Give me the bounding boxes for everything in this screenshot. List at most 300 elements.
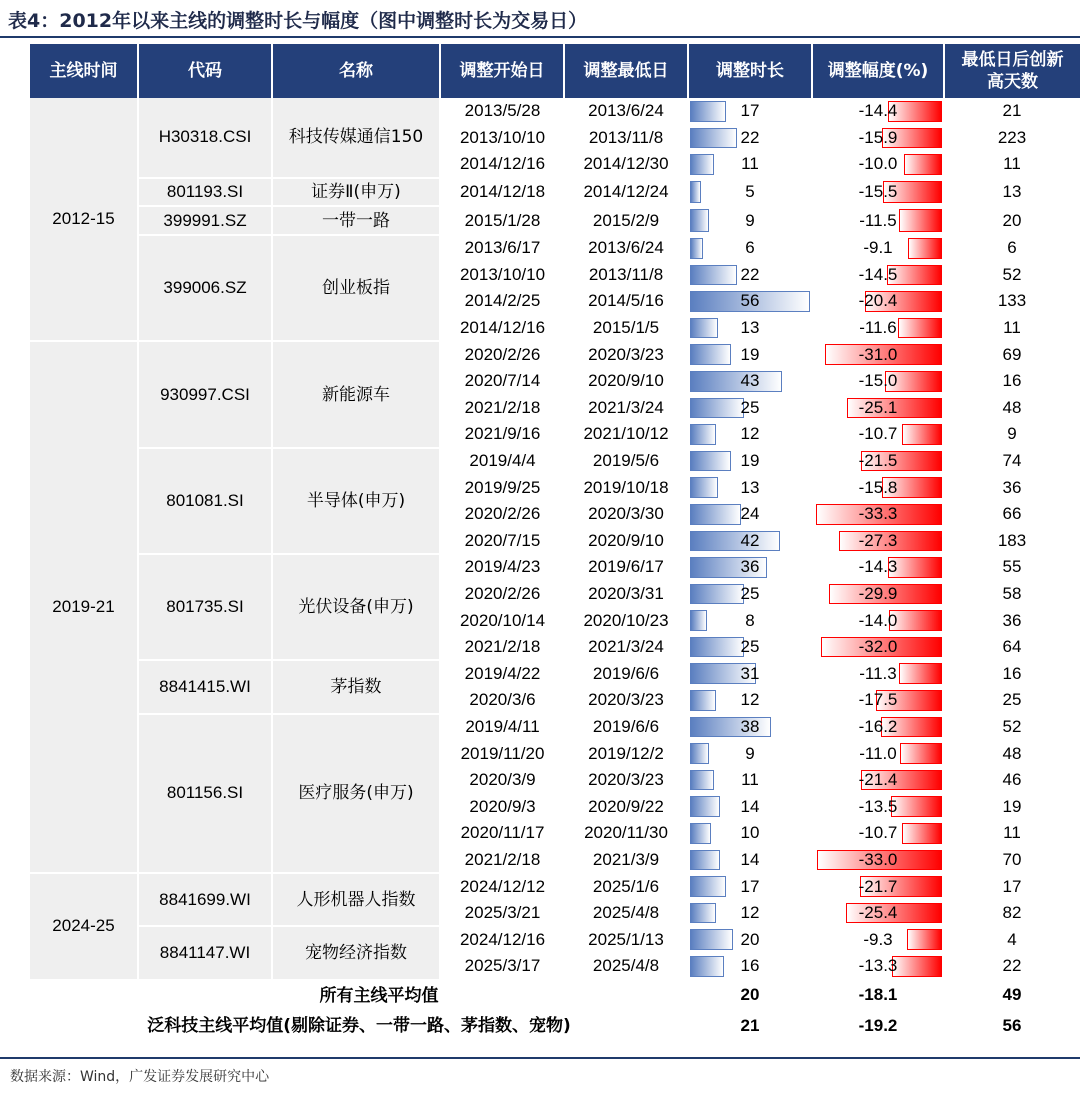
name-cell: 证券Ⅱ(申万) bbox=[272, 178, 440, 207]
duration-cell bbox=[688, 820, 812, 847]
amplitude-value: -11.5 bbox=[859, 210, 897, 230]
start-date-cell: 2020/7/14 bbox=[464, 371, 541, 391]
duration-value: 19 bbox=[740, 451, 760, 471]
low-date-cell: 2021/3/9 bbox=[592, 849, 660, 869]
duration-value: 11 bbox=[741, 770, 759, 790]
start-date-cell: 2019/4/22 bbox=[464, 663, 541, 683]
duration-bar bbox=[690, 770, 714, 791]
amplitude-value: -33.0 bbox=[858, 849, 898, 869]
start-date-cell: 2020/7/15 bbox=[464, 530, 541, 550]
amplitude-cell bbox=[812, 607, 944, 634]
new-high-days-cell: 52 bbox=[1002, 716, 1022, 736]
amplitude-value: -31.0 bbox=[858, 344, 898, 364]
start-date-cell: 2024/12/12 bbox=[459, 876, 546, 896]
duration-bar bbox=[690, 929, 733, 950]
amplitude-bar bbox=[908, 238, 942, 259]
amplitude-bar bbox=[898, 318, 942, 339]
start-date-cell: 2020/3/6 bbox=[469, 690, 536, 710]
duration-value: 17 bbox=[740, 876, 760, 896]
duration-value: 36 bbox=[740, 557, 760, 577]
amplitude-cell bbox=[812, 315, 944, 342]
start-date-cell: 2021/2/18 bbox=[464, 637, 541, 657]
duration-cell bbox=[688, 687, 812, 714]
low-date-cell: 2021/10/12 bbox=[583, 424, 669, 444]
code-cell: 399991.SZ bbox=[138, 206, 272, 235]
low-date-cell: 2020/9/10 bbox=[588, 371, 664, 391]
low-date-cell: 2020/11/30 bbox=[584, 823, 668, 843]
duration-bar bbox=[690, 318, 718, 339]
name-cell: 科技传媒通信150 bbox=[272, 98, 440, 178]
new-high-days-cell: 58 bbox=[1002, 583, 1022, 603]
code-cell: 801081.SI bbox=[138, 448, 272, 554]
low-date-cell: 2019/10/18 bbox=[583, 477, 669, 497]
new-high-days-cell: 64 bbox=[1002, 637, 1022, 657]
duration-cell bbox=[688, 873, 812, 900]
header-name: 名称 bbox=[272, 44, 440, 98]
name-cell: 半导体(申万) bbox=[272, 448, 440, 554]
start-date-cell: 2021/2/18 bbox=[464, 397, 541, 417]
duration-bar bbox=[690, 717, 771, 738]
start-date-cell: 2021/2/18 bbox=[464, 849, 541, 869]
table-row bbox=[30, 206, 1080, 235]
adjustment-table bbox=[30, 44, 1080, 1041]
low-date-cell: 2020/10/23 bbox=[583, 610, 669, 630]
new-high-days-cell: 52 bbox=[1002, 264, 1022, 284]
duration-cell bbox=[688, 368, 812, 395]
amplitude-value: -32.0 bbox=[858, 637, 898, 657]
amplitude-value: -9.1 bbox=[863, 238, 893, 258]
duration-cell bbox=[688, 125, 812, 152]
summary-days: 49 bbox=[1002, 985, 1022, 1005]
duration-cell bbox=[688, 235, 812, 262]
duration-bar bbox=[690, 101, 726, 122]
low-date-cell: 2015/1/5 bbox=[592, 318, 660, 338]
new-high-days-cell: 74 bbox=[1002, 451, 1022, 471]
amplitude-cell bbox=[812, 687, 944, 714]
bottom-rule bbox=[0, 1057, 1080, 1059]
header-days: 最低日后创新高天数 bbox=[944, 44, 1080, 98]
summary-amplitude: -18.1 bbox=[858, 985, 898, 1005]
new-high-days-cell: 46 bbox=[1002, 770, 1022, 790]
duration-value: 22 bbox=[740, 127, 760, 147]
duration-cell bbox=[688, 151, 812, 178]
duration-value: 22 bbox=[740, 264, 760, 284]
low-date-cell: 2020/3/23 bbox=[588, 690, 664, 710]
amplitude-value: -25.4 bbox=[858, 903, 898, 923]
table-row bbox=[30, 448, 1080, 475]
low-date-cell: 2013/6/24 bbox=[588, 238, 664, 258]
name-cell: 新能源车 bbox=[272, 341, 440, 447]
duration-bar bbox=[690, 424, 716, 445]
code-cell: 801156.SI bbox=[138, 714, 272, 874]
header-code: 代码 bbox=[138, 44, 272, 98]
duration-bar bbox=[690, 504, 741, 525]
name-cell: 人形机器人指数 bbox=[272, 873, 440, 926]
amplitude-value: -10.0 bbox=[858, 154, 898, 174]
duration-value: 13 bbox=[740, 477, 760, 497]
low-date-cell: 2021/3/24 bbox=[588, 397, 664, 417]
duration-bar bbox=[690, 823, 711, 844]
summary-duration: 21 bbox=[740, 1015, 760, 1035]
duration-cell bbox=[688, 206, 812, 235]
start-date-cell: 2019/4/11 bbox=[465, 716, 540, 736]
low-date-cell: 2014/5/16 bbox=[588, 291, 664, 311]
amplitude-value: -29.9 bbox=[858, 583, 898, 603]
low-date-cell: 2025/1/6 bbox=[592, 876, 660, 896]
duration-cell bbox=[688, 395, 812, 422]
duration-cell bbox=[688, 607, 812, 634]
duration-bar bbox=[690, 371, 782, 392]
duration-cell bbox=[688, 178, 812, 207]
duration-value: 24 bbox=[740, 504, 760, 524]
amplitude-value: -21.4 bbox=[858, 770, 898, 790]
duration-value: 12 bbox=[740, 903, 760, 923]
duration-value: 20 bbox=[740, 929, 760, 949]
new-high-days-cell: 16 bbox=[1002, 371, 1022, 391]
amplitude-cell bbox=[812, 634, 944, 661]
amplitude-value: -14.5 bbox=[858, 264, 898, 284]
low-date-cell: 2019/6/17 bbox=[588, 557, 664, 577]
duration-value: 25 bbox=[740, 583, 760, 603]
low-date-cell: 2025/1/13 bbox=[588, 929, 664, 949]
amplitude-cell bbox=[812, 421, 944, 448]
duration-cell bbox=[688, 900, 812, 927]
low-date-cell: 2020/3/23 bbox=[588, 770, 664, 790]
low-date-cell: 2020/3/23 bbox=[588, 344, 664, 364]
duration-cell bbox=[688, 528, 812, 555]
duration-value: 10 bbox=[740, 823, 760, 843]
amplitude-value: -25.1 bbox=[858, 397, 898, 417]
duration-value: 12 bbox=[740, 424, 760, 444]
amplitude-cell bbox=[812, 235, 944, 262]
low-date-cell: 2013/11/8 bbox=[588, 264, 664, 284]
low-date-cell: 2025/4/8 bbox=[592, 903, 660, 923]
amplitude-value: -13.5 bbox=[858, 796, 898, 816]
duration-cell bbox=[688, 847, 812, 874]
new-high-days-cell: 19 bbox=[1002, 796, 1022, 816]
duration-value: 14 bbox=[740, 796, 760, 816]
name-cell: 一带一路 bbox=[272, 206, 440, 235]
duration-cell bbox=[688, 926, 812, 953]
amplitude-cell bbox=[812, 262, 944, 289]
duration-cell bbox=[688, 767, 812, 794]
duration-value: 6 bbox=[745, 238, 755, 258]
amplitude-value: -15.8 bbox=[858, 477, 898, 497]
duration-bar bbox=[690, 610, 707, 631]
header-period: 主线时间 bbox=[30, 44, 138, 98]
new-high-days-cell: 70 bbox=[1002, 849, 1022, 869]
low-date-cell: 2019/6/6 bbox=[592, 663, 660, 683]
summary-label: 所有主线平均值 bbox=[319, 985, 439, 1006]
amplitude-bar bbox=[902, 424, 942, 445]
start-date-cell: 2014/12/16 bbox=[459, 318, 546, 338]
start-date-cell: 2019/4/4 bbox=[469, 451, 536, 471]
amplitude-value: -21.5 bbox=[858, 451, 898, 471]
new-high-days-cell: 13 bbox=[1002, 182, 1022, 202]
low-date-cell: 2019/12/2 bbox=[588, 743, 664, 763]
amplitude-value: -11.3 bbox=[859, 663, 897, 683]
start-date-cell: 2013/10/10 bbox=[459, 264, 546, 284]
duration-cell bbox=[688, 448, 812, 475]
summary-days: 56 bbox=[1002, 1015, 1022, 1035]
duration-bar bbox=[690, 956, 724, 977]
amplitude-bar bbox=[899, 209, 943, 232]
start-date-cell: 2014/12/16 bbox=[459, 154, 546, 174]
duration-cell bbox=[688, 421, 812, 448]
amplitude-cell bbox=[812, 125, 944, 152]
low-date-cell: 2020/3/30 bbox=[588, 504, 664, 524]
duration-bar bbox=[690, 477, 718, 498]
duration-bar bbox=[690, 850, 720, 871]
amplitude-cell bbox=[812, 501, 944, 528]
new-high-days-cell: 223 bbox=[997, 127, 1027, 147]
amplitude-cell bbox=[812, 448, 944, 475]
title-rule bbox=[0, 36, 1080, 38]
start-date-cell: 2020/2/26 bbox=[464, 583, 541, 603]
duration-cell bbox=[688, 953, 812, 980]
amplitude-value: -15.0 bbox=[858, 371, 898, 391]
duration-value: 43 bbox=[740, 371, 760, 391]
low-date-cell: 2019/6/6 bbox=[592, 716, 660, 736]
duration-bar bbox=[690, 344, 731, 365]
amplitude-bar bbox=[900, 743, 942, 764]
duration-value: 11 bbox=[741, 154, 759, 174]
low-date-cell: 2021/3/24 bbox=[588, 637, 664, 657]
header-duration: 调整时长 bbox=[688, 44, 812, 98]
new-high-days-cell: 16 bbox=[1002, 663, 1022, 683]
table-row bbox=[30, 178, 1080, 207]
amplitude-value: -27.3 bbox=[858, 530, 898, 550]
start-date-cell: 2020/9/3 bbox=[469, 796, 536, 816]
start-date-cell: 2020/2/26 bbox=[464, 504, 541, 524]
amplitude-cell bbox=[812, 98, 944, 125]
table-row bbox=[30, 98, 1080, 125]
duration-cell bbox=[688, 262, 812, 289]
start-date-cell: 2020/3/9 bbox=[469, 770, 536, 790]
amplitude-value: -33.3 bbox=[858, 504, 898, 524]
duration-bar bbox=[690, 876, 726, 897]
start-date-cell: 2020/10/14 bbox=[459, 610, 546, 630]
duration-value: 38 bbox=[740, 716, 760, 736]
new-high-days-cell: 6 bbox=[1007, 238, 1017, 258]
duration-cell bbox=[688, 714, 812, 741]
duration-cell bbox=[688, 740, 812, 767]
code-cell: 8841147.WI bbox=[138, 926, 272, 979]
amplitude-cell bbox=[812, 206, 944, 235]
duration-bar bbox=[690, 531, 780, 552]
code-cell: 801735.SI bbox=[138, 554, 272, 660]
low-date-cell: 2020/9/10 bbox=[588, 530, 664, 550]
duration-bar bbox=[690, 265, 737, 286]
amplitude-value: -17.5 bbox=[858, 690, 898, 710]
amplitude-value: -13.3 bbox=[858, 956, 898, 976]
new-high-days-cell: 20 bbox=[1002, 210, 1022, 230]
period-cell: 2012-15 bbox=[30, 98, 138, 341]
start-date-cell: 2013/6/17 bbox=[464, 238, 541, 258]
name-cell: 医疗服务(申万) bbox=[272, 714, 440, 874]
duration-cell bbox=[688, 98, 812, 125]
amplitude-cell bbox=[812, 528, 944, 555]
amplitude-cell bbox=[812, 820, 944, 847]
new-high-days-cell: 69 bbox=[1002, 344, 1022, 364]
start-date-cell: 2015/1/28 bbox=[464, 210, 541, 230]
amplitude-value: -9.3 bbox=[863, 929, 893, 949]
low-date-cell: 2014/12/30 bbox=[583, 154, 669, 174]
amplitude-cell bbox=[812, 341, 944, 368]
start-date-cell: 2019/4/23 bbox=[464, 557, 541, 577]
new-high-days-cell: 22 bbox=[1002, 956, 1022, 976]
duration-cell bbox=[688, 501, 812, 528]
duration-bar bbox=[690, 637, 744, 658]
new-high-days-cell: 66 bbox=[1002, 504, 1022, 524]
low-date-cell: 2015/2/9 bbox=[592, 210, 660, 230]
duration-value: 25 bbox=[740, 637, 760, 657]
duration-cell bbox=[688, 341, 812, 368]
duration-value: 16 bbox=[740, 956, 760, 976]
duration-value: 42 bbox=[740, 530, 760, 550]
table-row bbox=[30, 714, 1080, 741]
summary-row bbox=[30, 980, 1080, 1011]
new-high-days-cell: 82 bbox=[1002, 903, 1022, 923]
amplitude-value: -21.7 bbox=[858, 876, 898, 896]
duration-cell bbox=[688, 315, 812, 342]
new-high-days-cell: 36 bbox=[1002, 477, 1022, 497]
duration-value: 17 bbox=[740, 101, 760, 121]
duration-value: 14 bbox=[740, 849, 760, 869]
new-high-days-cell: 4 bbox=[1007, 929, 1017, 949]
duration-value: 25 bbox=[740, 397, 760, 417]
summary-duration: 20 bbox=[740, 985, 760, 1005]
duration-bar bbox=[690, 903, 716, 924]
amplitude-value: -15.9 bbox=[858, 127, 898, 147]
table-row bbox=[30, 554, 1080, 581]
amplitude-bar bbox=[902, 823, 942, 844]
amplitude-value: -20.4 bbox=[858, 291, 898, 311]
new-high-days-cell: 9 bbox=[1007, 424, 1017, 444]
amplitude-value: -10.7 bbox=[858, 823, 898, 843]
code-cell: 930997.CSI bbox=[138, 341, 272, 447]
name-cell: 创业板指 bbox=[272, 235, 440, 341]
name-cell: 宠物经济指数 bbox=[272, 926, 440, 979]
amplitude-bar bbox=[904, 154, 942, 175]
duration-bar bbox=[690, 796, 720, 817]
period-cell: 2019-21 bbox=[30, 341, 138, 873]
amplitude-cell bbox=[812, 740, 944, 767]
amplitude-value: -10.7 bbox=[858, 424, 898, 444]
duration-bar bbox=[690, 451, 731, 472]
amplitude-bar bbox=[892, 956, 942, 977]
code-cell: 399006.SZ bbox=[138, 235, 272, 341]
low-date-cell: 2019/5/6 bbox=[592, 451, 660, 471]
header-low: 调整最低日 bbox=[564, 44, 688, 98]
amplitude-value: -14.4 bbox=[858, 101, 898, 121]
duration-value: 5 bbox=[745, 182, 755, 202]
summary-label: 泛科技主线平均值(剔除证券、一带一路、茅指数、宠物) bbox=[147, 1015, 571, 1036]
amplitude-bar bbox=[891, 796, 942, 817]
new-high-days-cell: 11 bbox=[1003, 318, 1021, 338]
duration-value: 8 bbox=[745, 610, 755, 630]
start-date-cell: 2019/11/20 bbox=[460, 743, 545, 763]
table-title: 表4：2012年以来主线的调整时长与幅度（图中调整时长为交易日） bbox=[8, 10, 588, 32]
summary-row bbox=[30, 1011, 1080, 1041]
table-row bbox=[30, 873, 1080, 900]
new-high-days-cell: 21 bbox=[1002, 101, 1022, 121]
amplitude-value: -11.0 bbox=[859, 743, 897, 763]
new-high-days-cell: 17 bbox=[1002, 876, 1022, 896]
duration-bar bbox=[690, 238, 703, 259]
new-high-days-cell: 133 bbox=[997, 291, 1027, 311]
duration-bar bbox=[690, 584, 744, 605]
start-date-cell: 2020/11/17 bbox=[460, 823, 545, 843]
amplitude-cell bbox=[812, 847, 944, 874]
duration-bar bbox=[690, 154, 714, 175]
new-high-days-cell: 48 bbox=[1002, 743, 1022, 763]
amplitude-bar bbox=[899, 663, 942, 684]
low-date-cell: 2014/12/24 bbox=[583, 182, 669, 202]
name-cell: 光伏设备(申万) bbox=[272, 554, 440, 660]
amplitude-value: -16.2 bbox=[858, 716, 898, 736]
header-row bbox=[30, 44, 1080, 98]
code-cell: 8841415.WI bbox=[138, 660, 272, 713]
amplitude-bar bbox=[907, 929, 942, 950]
amplitude-cell bbox=[812, 926, 944, 953]
duration-bar bbox=[690, 209, 709, 232]
duration-value: 9 bbox=[745, 210, 755, 230]
new-high-days-cell: 11 bbox=[1003, 154, 1021, 174]
summary-amplitude: -19.2 bbox=[858, 1015, 898, 1035]
duration-bar bbox=[690, 181, 701, 204]
duration-cell bbox=[688, 793, 812, 820]
start-date-cell: 2021/9/16 bbox=[464, 424, 541, 444]
amplitude-cell bbox=[812, 581, 944, 608]
amplitude-cell bbox=[812, 554, 944, 581]
start-date-cell: 2014/12/18 bbox=[459, 182, 546, 202]
duration-value: 12 bbox=[740, 690, 760, 710]
low-date-cell: 2020/3/31 bbox=[588, 583, 664, 603]
duration-bar bbox=[690, 398, 744, 419]
table-row bbox=[30, 341, 1080, 368]
duration-cell bbox=[688, 581, 812, 608]
table-row bbox=[30, 235, 1080, 262]
amplitude-cell bbox=[812, 793, 944, 820]
duration-bar bbox=[690, 743, 709, 764]
start-date-cell: 2024/12/16 bbox=[459, 929, 546, 949]
amplitude-cell bbox=[812, 900, 944, 927]
new-high-days-cell: 48 bbox=[1002, 397, 1022, 417]
code-cell: H30318.CSI bbox=[138, 98, 272, 178]
low-date-cell: 2013/11/8 bbox=[588, 127, 664, 147]
table-row bbox=[30, 660, 1080, 687]
period-cell: 2024-25 bbox=[30, 873, 138, 979]
start-date-cell: 2013/5/28 bbox=[464, 101, 541, 121]
amplitude-cell bbox=[812, 474, 944, 501]
duration-cell bbox=[688, 660, 812, 687]
duration-value: 31 bbox=[740, 663, 760, 683]
amplitude-cell bbox=[812, 151, 944, 178]
start-date-cell: 2025/3/21 bbox=[464, 903, 541, 923]
low-date-cell: 2013/6/24 bbox=[588, 101, 664, 121]
amplitude-cell bbox=[812, 288, 944, 315]
start-date-cell: 2013/10/10 bbox=[459, 127, 546, 147]
new-high-days-cell: 183 bbox=[997, 530, 1027, 550]
amplitude-cell bbox=[812, 714, 944, 741]
duration-value: 19 bbox=[740, 344, 760, 364]
amplitude-value: -15.5 bbox=[858, 182, 898, 202]
duration-cell bbox=[688, 474, 812, 501]
amplitude-cell bbox=[812, 660, 944, 687]
new-high-days-cell: 55 bbox=[1002, 557, 1022, 577]
duration-cell bbox=[688, 288, 812, 315]
